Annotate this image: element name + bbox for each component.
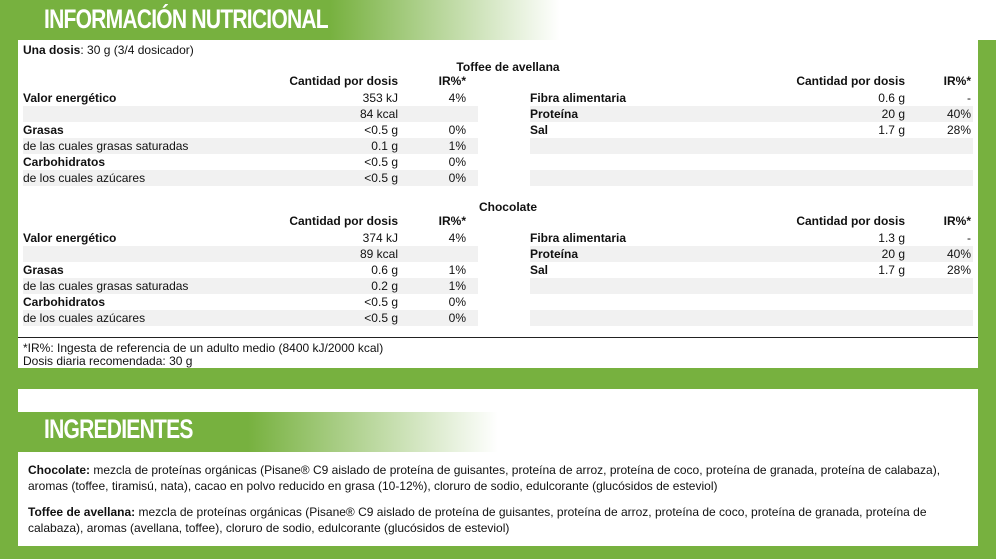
nutrient-value: <0.5 g bbox=[364, 123, 398, 137]
nutrient-ir: 40% bbox=[946, 107, 971, 121]
nutrient-value: 20 g bbox=[881, 107, 905, 121]
dose-label: Una dosis bbox=[23, 43, 81, 57]
nutrient-label: Valor energético bbox=[23, 231, 117, 245]
dose-value: : 30 g (3/4 dosicador) bbox=[80, 43, 194, 57]
nutrient-label: de las cuales grasas saturadas bbox=[23, 279, 189, 293]
table-title: Chocolate bbox=[478, 200, 537, 214]
ingredient-name: Toffee de avellana: bbox=[28, 505, 136, 519]
nutrient-label: Carbohidratos bbox=[23, 295, 106, 309]
footnote-ir: *IR%: Ingesta de referencia de un adulto medio (8400 kJ/2000 kcal) bbox=[23, 341, 384, 355]
table-row bbox=[23, 170, 478, 186]
nutrient-value: 353 kJ bbox=[362, 91, 398, 105]
nutrient-value: <0.5 g bbox=[364, 155, 398, 169]
nutrient-label: Fibra alimentaria bbox=[530, 231, 627, 245]
nutrient-label: Grasas bbox=[23, 263, 64, 277]
nutrient-ir: 1% bbox=[448, 263, 466, 277]
nutrient-ir: 40% bbox=[946, 247, 971, 261]
nutrient-ir: 4% bbox=[448, 91, 466, 105]
nutrient-value: 0.1 g bbox=[371, 139, 398, 153]
nutrient-label: Carbohidratos bbox=[23, 155, 106, 169]
nutrient-ir: 0% bbox=[448, 155, 466, 169]
column-ir-header: IR%* bbox=[438, 214, 466, 228]
nutrient-value: 1.7 g bbox=[878, 263, 905, 277]
column-amount-header: Cantidad por dosis bbox=[796, 74, 905, 88]
column-ir-header: IR%* bbox=[438, 74, 466, 88]
ingredients-title: INGREDIENTES bbox=[44, 414, 193, 444]
nutrient-label: Fibra alimentaria bbox=[530, 91, 627, 105]
column-amount-header: Cantidad por dosis bbox=[289, 74, 398, 88]
ingredients-panel bbox=[18, 452, 978, 546]
nutrient-ir: 28% bbox=[946, 263, 971, 277]
nutrient-label: de los cuales azúcares bbox=[23, 311, 146, 325]
table-row bbox=[23, 262, 478, 278]
nutrient-value: 0.6 g bbox=[878, 91, 905, 105]
nutrient-value: 1.7 g bbox=[878, 123, 905, 137]
column-ir-header: IR%* bbox=[943, 214, 971, 228]
table-row-empty bbox=[530, 278, 973, 294]
table-row bbox=[530, 262, 973, 278]
table-row-empty bbox=[530, 170, 973, 186]
nutrient-label: Sal bbox=[530, 123, 549, 137]
nutrition-panel bbox=[18, 40, 978, 368]
nutrient-ir: 0% bbox=[448, 311, 466, 325]
ingredient-chocolate bbox=[28, 462, 958, 494]
table-row bbox=[23, 122, 478, 138]
nutrient-value: <0.5 g bbox=[364, 295, 398, 309]
nutrient-ir: 0% bbox=[448, 295, 466, 309]
dose-info bbox=[23, 43, 194, 57]
nutrient-value: 20 g bbox=[881, 247, 905, 261]
nutrient-label: Proteína bbox=[530, 107, 579, 121]
table-row bbox=[530, 230, 973, 246]
nutrient-ir: 28% bbox=[946, 123, 971, 137]
nutrient-value: 84 kcal bbox=[359, 107, 398, 121]
nutrient-ir: 4% bbox=[448, 231, 466, 245]
nutrient-value: 374 kJ bbox=[362, 231, 398, 245]
nutrient-label: Sal bbox=[530, 263, 549, 277]
table-row-empty bbox=[530, 310, 973, 326]
nutrition-title: INFORMACIÓN NUTRICIONAL bbox=[44, 4, 328, 34]
table-row-empty bbox=[530, 138, 973, 154]
table-row bbox=[23, 246, 478, 262]
nutrient-label: Valor energético bbox=[23, 91, 117, 105]
table-row-empty bbox=[530, 294, 973, 310]
table-row bbox=[23, 230, 478, 246]
table-row bbox=[23, 138, 478, 154]
nutrient-label: Grasas bbox=[23, 123, 64, 137]
nutrient-ir: 1% bbox=[448, 139, 466, 153]
ingredient-name: Chocolate: bbox=[28, 463, 91, 477]
table-row bbox=[530, 106, 973, 122]
ingredient-text: mezcla de proteínas orgánicas (Pisane® C9 aislado de proteína de guisantes, proteína de arroz, proteína de coco, proteína de granada, proteína de calabaza), aromas (avellana, toffee), cloruro de sodio, edulcorante (glucósidos de esteviol) bbox=[28, 505, 927, 535]
table-row bbox=[530, 122, 973, 138]
nutrient-label: de los cuales azúcares bbox=[23, 171, 146, 185]
table-row bbox=[530, 90, 973, 106]
nutrient-value: 1.3 g bbox=[878, 231, 905, 245]
nutrient-value: <0.5 g bbox=[364, 171, 398, 185]
column-amount-header: Cantidad por dosis bbox=[796, 214, 905, 228]
nutrient-ir: - bbox=[967, 231, 971, 245]
nutrient-ir: 0% bbox=[448, 171, 466, 185]
table-row bbox=[23, 310, 478, 326]
footnote-divider bbox=[18, 337, 978, 338]
nutrient-value: <0.5 g bbox=[364, 311, 398, 325]
table-row bbox=[23, 154, 478, 170]
table-row bbox=[23, 106, 478, 122]
table-title: Toffee de avellana bbox=[456, 60, 560, 74]
table-row-empty bbox=[530, 154, 973, 170]
ingredients-top-panel bbox=[18, 389, 978, 413]
table-row bbox=[23, 278, 478, 294]
table-row bbox=[23, 294, 478, 310]
nutrient-ir: 0% bbox=[448, 123, 466, 137]
nutrient-ir: - bbox=[967, 91, 971, 105]
ingredient-text: mezcla de proteínas orgánicas (Pisane® C9 aislado de proteína de guisantes, proteína de arroz, proteína de coco, proteína de granada, proteína de calabaza), aromas (toffee, tiramisú, nata), cacao en polvo reducido en grasa (10-12%), cloruro de sodio, edulcorante (glucósidos de esteviol) bbox=[28, 463, 941, 493]
nutrient-value: 0.6 g bbox=[371, 263, 398, 277]
nutrient-value: 89 kcal bbox=[359, 247, 398, 261]
nutrient-label: Proteína bbox=[530, 247, 579, 261]
nutrient-value: 0.2 g bbox=[371, 279, 398, 293]
table-row bbox=[23, 90, 478, 106]
column-amount-header: Cantidad por dosis bbox=[289, 214, 398, 228]
ingredient-toffee bbox=[28, 504, 958, 536]
column-ir-header: IR%* bbox=[943, 74, 971, 88]
table-row bbox=[530, 246, 973, 262]
footnote-dose: Dosis diaria recomendada: 30 g bbox=[23, 354, 193, 368]
nutrient-label: de las cuales grasas saturadas bbox=[23, 139, 189, 153]
nutrient-ir: 1% bbox=[448, 279, 466, 293]
